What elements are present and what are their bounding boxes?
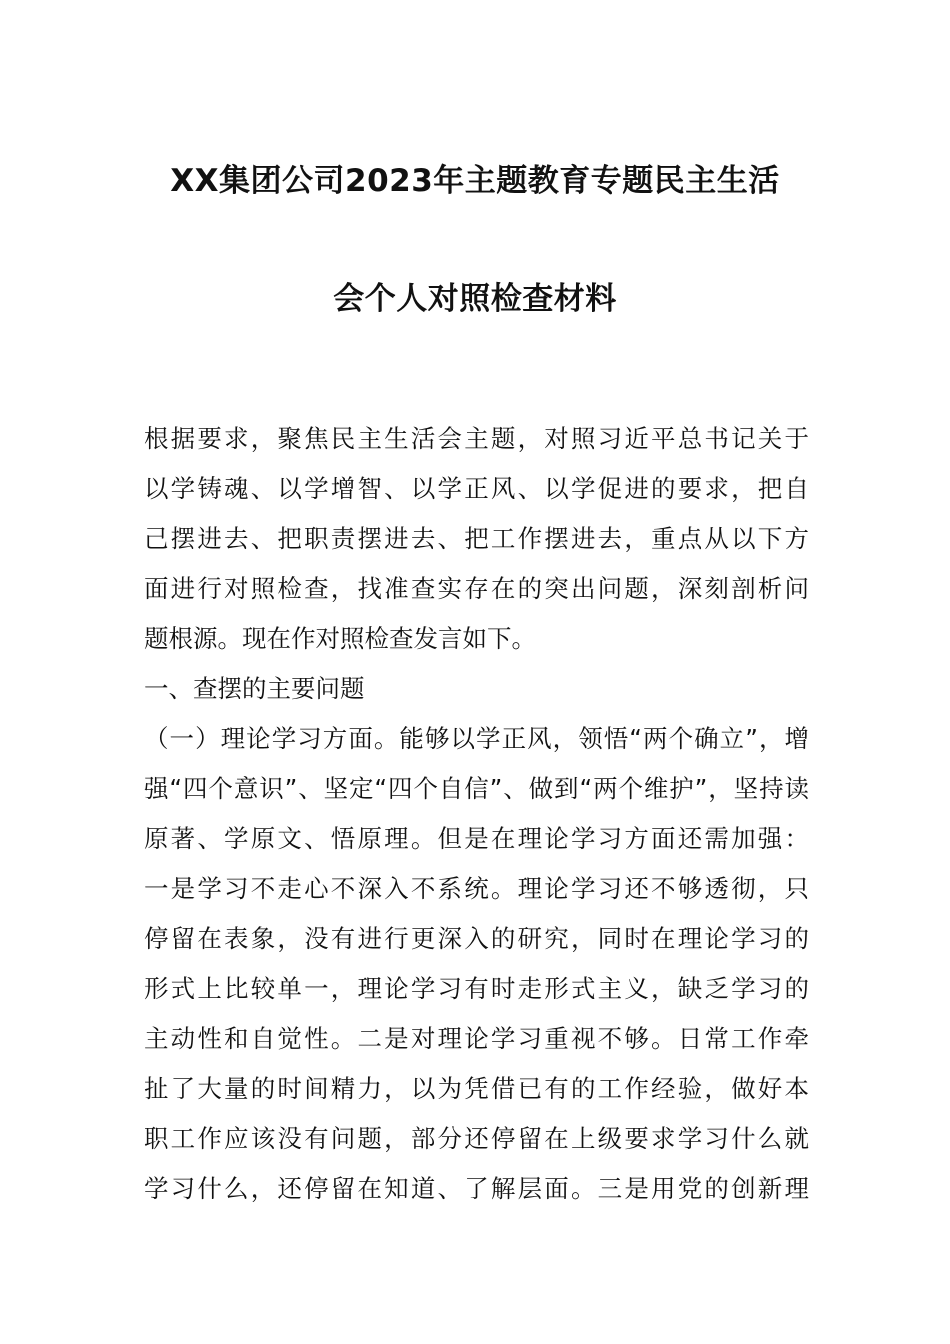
paragraph-2-line: 一是学习不走心不深入不系统。理论学习还不够透彻，只 — [144, 874, 809, 903]
section-heading: 一、查摆的主要问题 — [144, 674, 365, 703]
paragraph-2-line: 强“四个意识”、坚定“四个自信”、做到“两个维护”，坚持读 — [144, 774, 809, 803]
document-title-line-2: 会个人对照检查材料 — [333, 281, 617, 317]
document-body — [144, 414, 809, 1214]
paragraph-1-line: 面进行对照检查，找准查实存在的突出问题，深刻剖析问 — [144, 574, 809, 603]
paragraph-2-line: 学习什么，还停留在知道、了解层面。三是用党的创新理 — [144, 1174, 809, 1203]
paragraph-2-line: 扯了大量的时间精力，以为凭借已有的工作经验，做好本 — [144, 1074, 809, 1103]
paragraph-2-line: （一）理论学习方面。能够以学正风，领悟“两个确立”，增 — [144, 724, 809, 753]
paragraph-2-line: 职工作应该没有问题，部分还停留在上级要求学习什么就 — [144, 1124, 809, 1153]
paragraph-2-line: 停留在表象，没有进行更深入的研究，同时在理论学习的 — [144, 924, 809, 953]
paragraph-2-line: 主动性和自觉性。二是对理论学习重视不够。日常工作牵 — [144, 1024, 809, 1053]
paragraph-2-line: 形式上比较单一，理论学习有时走形式主义，缺乏学习的 — [144, 974, 809, 1003]
paragraph-1-line: 己摆进去、把职责摆进去、把工作摆进去，重点从以下方 — [144, 524, 809, 553]
paragraph-2-line: 原著、学原文、悟原理。但是在理论学习方面还需加强： — [144, 824, 809, 853]
document-title-line-1: XX集团公司2023年主题教育专题民主生活 — [170, 163, 780, 199]
paragraph-1-line: 题根源。现在作对照检查发言如下。 — [144, 624, 536, 653]
paragraph-1-line: 以学铸魂、以学增智、以学正风、以学促进的要求，把自 — [144, 474, 809, 503]
paragraph-1-line: 根据要求，聚焦民主生活会主题，对照习近平总书记关于 — [144, 424, 809, 453]
